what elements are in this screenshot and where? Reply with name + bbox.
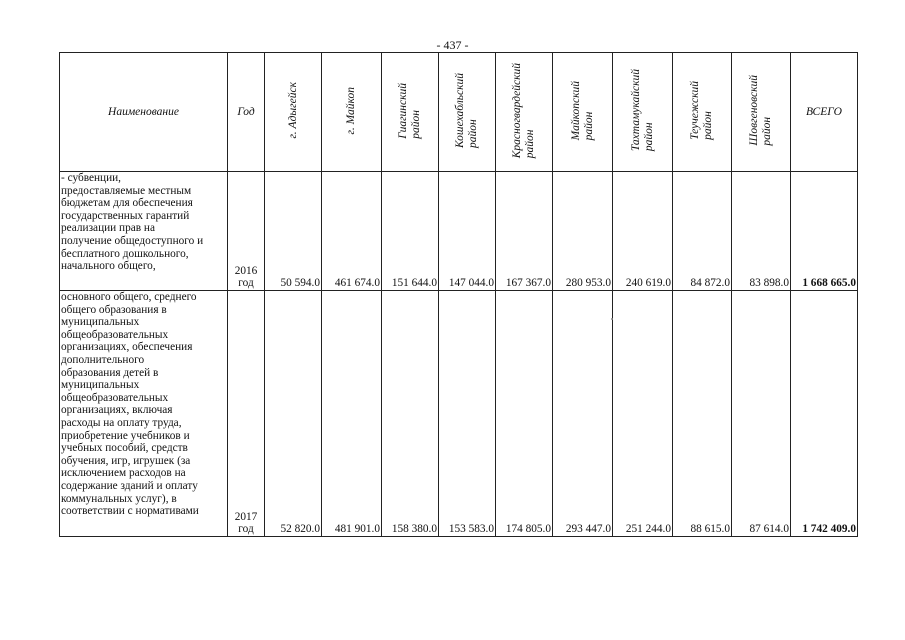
header-teuchezhsky: Теучежский район bbox=[673, 53, 732, 172]
header-koshekhablsky: Кошехабльский район bbox=[439, 53, 496, 172]
table-row bbox=[60, 172, 858, 291]
header-maykop-city: г. Майкоп bbox=[322, 53, 382, 172]
value-cell: 153 583.0 bbox=[439, 291, 496, 537]
year-cell: 2016 год bbox=[228, 172, 265, 291]
header-shovgenovsky: Шовгеновский район bbox=[732, 53, 791, 172]
value-cell: 147 044.0 bbox=[439, 172, 496, 291]
header-year: Год bbox=[228, 53, 265, 172]
table-header-row bbox=[60, 53, 858, 172]
value-cell: 174 805.0 bbox=[496, 291, 553, 537]
value-cell: 293 447.0 bbox=[553, 291, 613, 537]
header-total: ВСЕГО bbox=[791, 53, 858, 172]
value-cell: 481 901.0 bbox=[322, 291, 382, 537]
year-cell: 2017 год bbox=[228, 291, 265, 537]
header-krasnogvardeysky: Красногвардейский район bbox=[496, 53, 553, 172]
header-giaginsky: Гиагинский район bbox=[382, 53, 439, 172]
header-takhtamukaysky: Тахтамукайский район bbox=[613, 53, 673, 172]
table-row bbox=[60, 291, 858, 537]
total-cell: 1 742 409.0 bbox=[791, 291, 858, 537]
header-name: Наименование bbox=[60, 53, 228, 172]
value-cell: 50 594.0 bbox=[265, 172, 322, 291]
value-cell: 240 619.0 bbox=[613, 172, 673, 291]
value-cell: 251 244.0 bbox=[613, 291, 673, 537]
value-cell: 84 872.0 bbox=[673, 172, 732, 291]
header-adygeysk: г. Адыгейск bbox=[265, 53, 322, 172]
page-number: - 437 - bbox=[436, 38, 469, 52]
value-cell: 83 898.0 bbox=[732, 172, 791, 291]
value-cell: 461 674.0 bbox=[322, 172, 382, 291]
value-cell: 87 614.0 bbox=[732, 291, 791, 537]
value-cell: 167 367.0 bbox=[496, 172, 553, 291]
subventions-table bbox=[59, 52, 858, 537]
value-cell: 151 644.0 bbox=[382, 172, 439, 291]
name-cell-part2: основного общего, среднего общего образования в муниципальных общеобразовательных организациях, обеспечения дополнительного образования детей в муниципальных общеобразовательных организациях, включая расходы на оплату труда, приобретение учебников и учебных пособий, средств обучения, игр, игрушек (за исключением расходов на содержание зданий и оплату коммунальных услуг), в соответствии с нормативами bbox=[60, 291, 228, 537]
value-cell: 158 380.0 bbox=[382, 291, 439, 537]
header-maykopsky: Майкопский район bbox=[553, 53, 613, 172]
value-cell: 52 820.0 bbox=[265, 291, 322, 537]
total-cell: 1 668 665.0 bbox=[791, 172, 858, 291]
name-cell-part1: - субвенции, предоставляемые местным бюджетам для обеспечения государственных гарантий реализации прав на получение общедоступного и бесплатного дошкольного, начального общего, bbox=[60, 172, 228, 291]
value-cell: 88 615.0 bbox=[673, 291, 732, 537]
scan-speck bbox=[611, 318, 613, 320]
value-cell: 280 953.0 bbox=[553, 172, 613, 291]
